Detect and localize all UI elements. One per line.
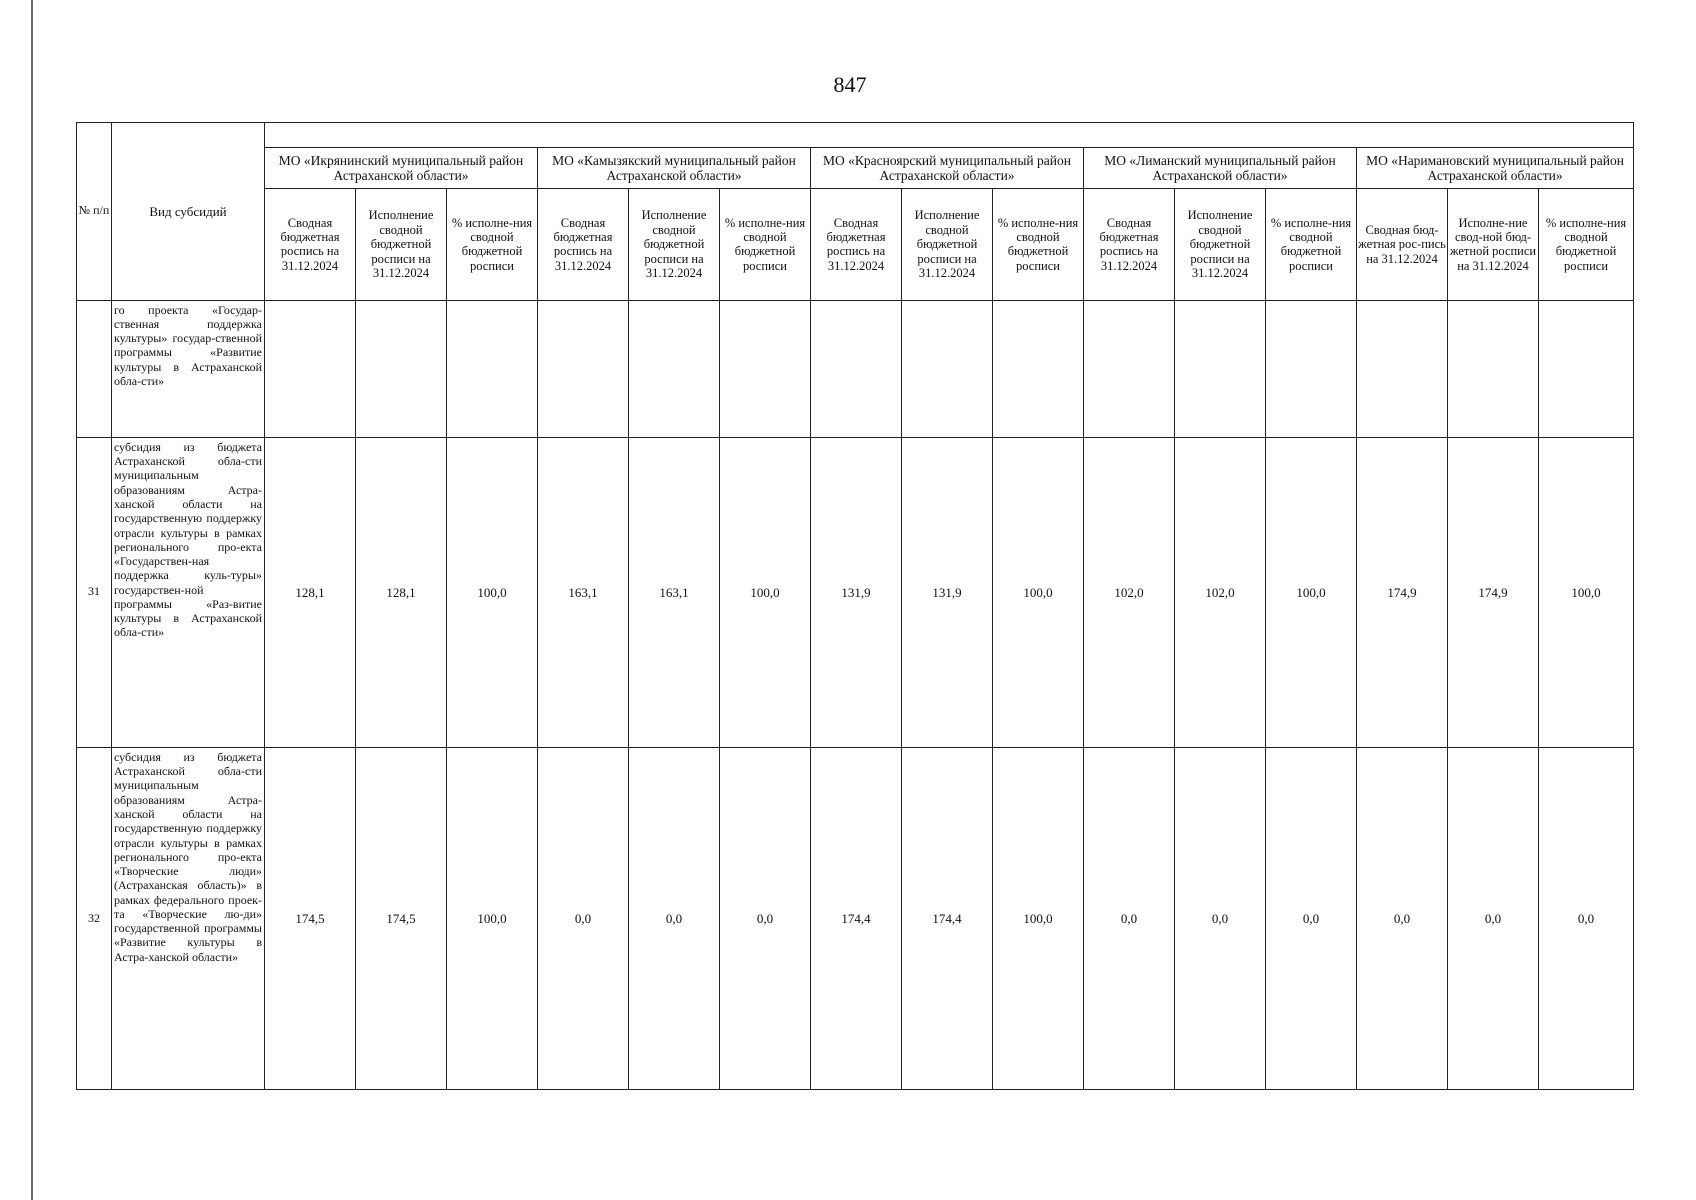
value-cell: 100,0 [720,437,811,747]
column-header: % исполне-ния сводной бюджетной росписи [447,189,538,300]
column-header: Сводная бюджетная роспись на 31.12.2024 [1084,189,1175,300]
group-header-limansky: МО «Лиманский муниципальный район Астраханской области» [1084,148,1357,189]
header-group-row [77,148,1634,189]
value-cell: 0,0 [1175,747,1266,1089]
value-cell: 0,0 [1084,747,1175,1089]
value-cell: 0,0 [629,747,720,1089]
value-cell [629,300,720,437]
row-number: 31 [77,437,112,747]
column-header: Исполнение сводной бюджетной росписи на 31.12.2024 [902,189,993,300]
value-cell: 100,0 [447,747,538,1089]
header-top-strip [265,123,1634,148]
subsidy-description: го проекта «Государ-ственная поддержка культуры» государ-ственной программы «Развитие культуры в Астраханской обла-сти» [112,300,265,437]
value-cell [1539,300,1634,437]
value-cell: 0,0 [1539,747,1634,1089]
subsidies-table [76,122,1634,1090]
value-cell: 102,0 [1175,437,1266,747]
value-cell: 131,9 [902,437,993,747]
value-cell: 100,0 [447,437,538,747]
value-cell: 174,4 [811,747,902,1089]
value-cell [1266,300,1357,437]
page-binding-line [31,0,33,1200]
value-cell [993,300,1084,437]
value-cell: 0,0 [1448,747,1539,1089]
subsidy-description: субсидия из бюджета Астраханской обла-сти муниципальным образованиям Астра-ханской области на государственную поддержку отрасли культуры в рамках регионального про-екта «Государствен-ная поддержка куль-туры» государствен-ной программы «Раз-витие культуры в Астраханской обла-сти» [112,437,265,747]
page-number: 847 [833,72,867,97]
value-cell: 102,0 [1084,437,1175,747]
column-header: Сводная бюд-жетная рос-пись на 31.12.2024 [1357,189,1448,300]
group-header-krasnoyarsky: МО «Красноярский муниципальный район Астраханской области» [811,148,1084,189]
value-cell: 100,0 [993,747,1084,1089]
row-number: 32 [77,747,112,1089]
value-cell: 0,0 [538,747,629,1089]
value-cell: 100,0 [1539,437,1634,747]
column-header: Сводная бюджетная роспись на 31.12.2024 [811,189,902,300]
header-top-row [77,123,1634,148]
num-column-header: № п/п [77,123,112,301]
value-cell [1448,300,1539,437]
table-row-32 [77,747,1634,1089]
group-header-narimanovsky: МО «Наримановский муниципальный район Астраханской области» [1357,148,1634,189]
column-header: Исполне-ние свод-ной бюд-жетной росписи на 31.12.2024 [1448,189,1539,300]
value-cell [265,300,356,437]
subsidy-description: субсидия из бюджета Астраханской обла-сти муниципальным образованиям Астра-ханской области на государственную поддержку отрасли культуры в рамках регионального про-екта «Творческие люди» (Астраханская область)» в рамках федерального проек-та «Творческие лю-ди» государственной программы «Развитие культуры в Астра-ханской области» [112,747,265,1089]
value-cell [356,300,447,437]
value-cell: 174,4 [902,747,993,1089]
value-cell: 0,0 [1266,747,1357,1089]
value-cell: 131,9 [811,437,902,747]
value-cell: 0,0 [1357,747,1448,1089]
value-cell: 100,0 [1266,437,1357,747]
table-row-continuation [77,300,1634,437]
column-header: % исполне-ния сводной бюджетной росписи [720,189,811,300]
value-cell [1084,300,1175,437]
table-row-31 [77,437,1634,747]
row-number [77,300,112,437]
value-cell: 163,1 [538,437,629,747]
column-header: Исполнение сводной бюджетной росписи на 31.12.2024 [356,189,447,300]
column-header: Сводная бюджетная роспись на 31.12.2024 [538,189,629,300]
value-cell [1357,300,1448,437]
column-header: Исполнение сводной бюджетной росписи на 31.12.2024 [1175,189,1266,300]
value-cell: 174,5 [356,747,447,1089]
column-header: % исполне-ния сводной бюджетной росписи [993,189,1084,300]
value-cell: 174,9 [1448,437,1539,747]
value-cell [1175,300,1266,437]
value-cell: 0,0 [720,747,811,1089]
value-cell [447,300,538,437]
header-column-row [77,189,1634,300]
value-cell [720,300,811,437]
value-cell: 174,9 [1357,437,1448,747]
kind-column-header: Вид субсидий [112,123,265,301]
column-header: % исполне-ния сводной бюджетной росписи [1539,189,1634,300]
group-header-ikryaninsky: МО «Икрянинский муниципальный район Астраханской области» [265,148,538,189]
value-cell: 163,1 [629,437,720,747]
value-cell [538,300,629,437]
value-cell: 128,1 [265,437,356,747]
value-cell [811,300,902,437]
value-cell: 100,0 [993,437,1084,747]
value-cell: 128,1 [356,437,447,747]
value-cell: 174,5 [265,747,356,1089]
value-cell [902,300,993,437]
column-header: % исполне-ния сводной бюджетной росписи [1266,189,1357,300]
column-header: Сводная бюджетная роспись на 31.12.2024 [265,189,356,300]
group-header-kamyzyaksky: МО «Камызякский муниципальный район Астраханской области» [538,148,811,189]
column-header: Исполнение сводной бюджетной росписи на 31.12.2024 [629,189,720,300]
